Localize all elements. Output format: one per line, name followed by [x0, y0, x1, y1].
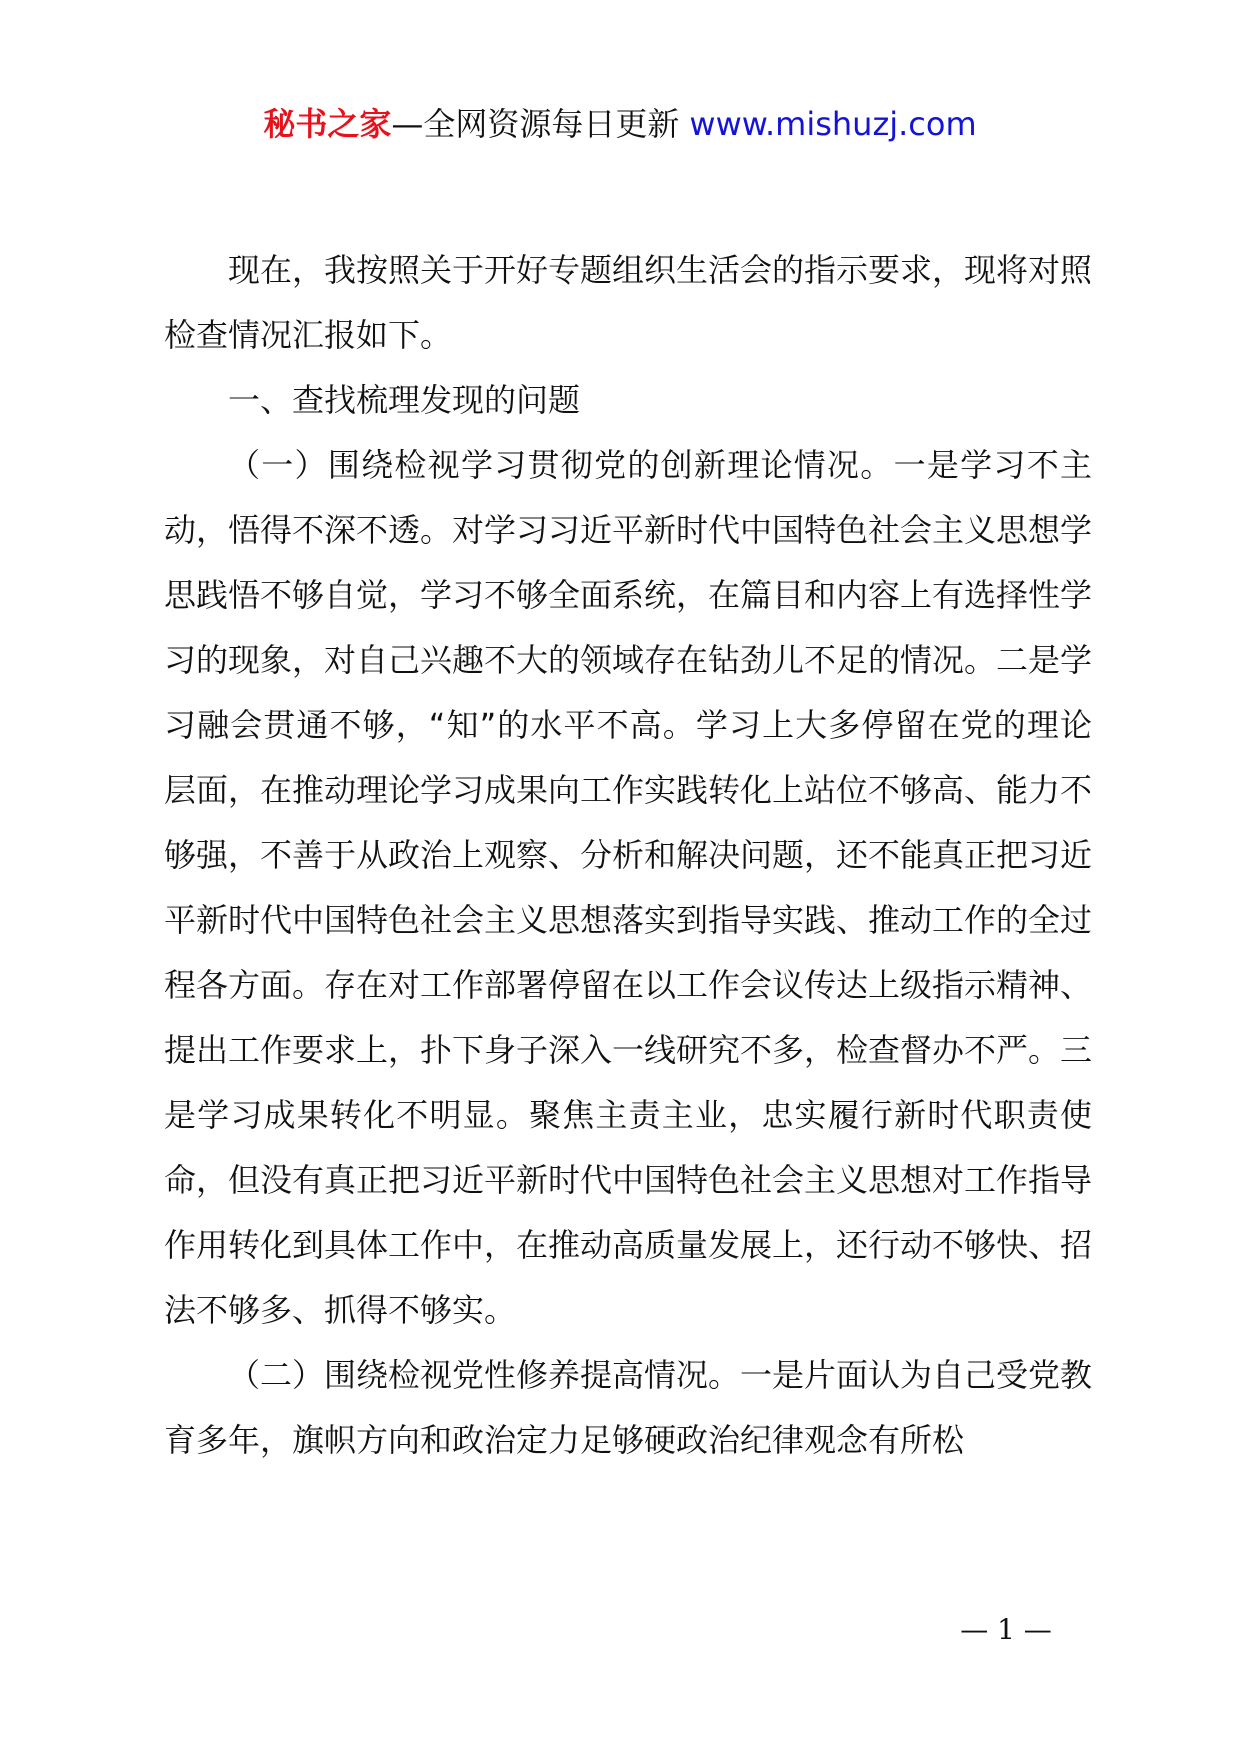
- intro-paragraph: 现在，我按照关于开好专题组织生活会的指示要求，现将对照检查情况汇报如下。: [164, 251, 1093, 354]
- website-link[interactable]: www.mishuzj.com: [689, 105, 977, 143]
- header-tagline: —全网资源每日更新: [391, 105, 680, 143]
- body-paragraph-1: （一）围绕检视学习贯彻党的创新理论情况。一是学习不主动，悟得不深不透。对学习习近平新时代中国特色社会主义思想学思践悟不够自觉，学习不够全面系统，在篇目和内容上有选择性学习的现象，对自己兴趣不大的领域存在钻劲儿不足的情况。二是学习融会贯通不够，“知”的水平不高。学习上大多停留在党的理论层面，在推动理论学习成果向工作实践转化上站位不够高、能力不够强，不善于从政治上观察、分析和解决问题，还不能真正把习近平新时代中国特色社会主义思想落实到指导实践、推动工作的全过程各方面。存在对工作部署停留在以工作会议传达上级指示精神、提出工作要求上，扑下身子深入一线研究不多，检查督办不严。三是学习成果转化不明显。聚焦主责主业，忠实履行新时代职责使命，但没有真正把习近平新时代中国特色社会主义思想对工作指导作用转化到具体工作中，在推动高质量发展上，还行动不够快、招法不够多、抓得不够实。: [164, 446, 1093, 1329]
- body-paragraph-2: （二）围绕检视党性修养提高情况。一是片面认为自己受党教育多年，旗帜方向和政治定力足够硬政治纪律观念有所松: [164, 1356, 1093, 1459]
- page-number: — 1 —: [960, 1613, 1052, 1646]
- section-heading: 一、查找梳理发现的问题: [228, 381, 581, 419]
- document-body: [164, 238, 1092, 1473]
- brand-name: 秘书之家: [263, 105, 392, 143]
- document-header: [0, 102, 1240, 146]
